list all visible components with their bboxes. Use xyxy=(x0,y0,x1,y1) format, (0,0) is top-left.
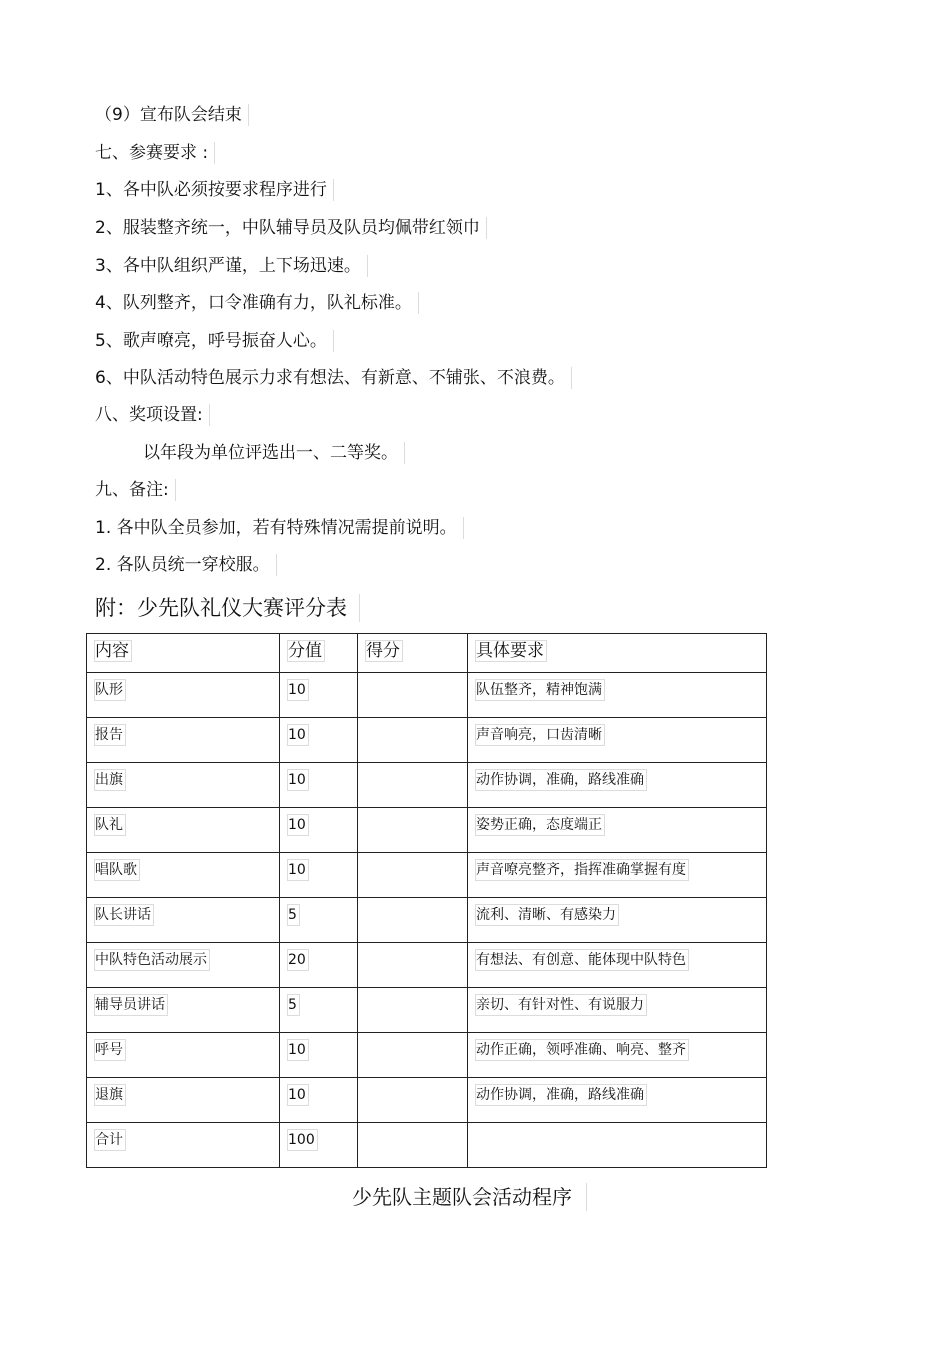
cell-score xyxy=(358,673,468,718)
cell-score xyxy=(358,1033,468,1078)
requirement-text: 亲切、有针对性、有说服力 xyxy=(475,994,647,1016)
cell-points xyxy=(280,718,358,763)
cell-item xyxy=(87,763,280,808)
cell-points xyxy=(280,853,358,898)
cell-requirement xyxy=(468,1123,767,1168)
header-cell-content xyxy=(87,634,280,673)
points-value: 10 xyxy=(287,679,309,701)
points-value: 20 xyxy=(287,949,309,971)
item-label: 队礼 xyxy=(94,814,126,836)
points-value: 10 xyxy=(287,769,309,791)
cell-requirement xyxy=(468,763,767,808)
header-cell-points xyxy=(280,634,358,673)
requirement-item-1: 1、各中队必须按要求程序进行 xyxy=(95,179,334,201)
cell-requirement xyxy=(468,673,767,718)
cell-score xyxy=(358,763,468,808)
note-item-2: 2. 各队员统一穿校服。 xyxy=(95,554,277,576)
table-header-row xyxy=(87,634,767,673)
requirement-text: 流利、清晰、有感染力 xyxy=(475,904,619,926)
cell-requirement xyxy=(468,808,767,853)
header-label-score: 得分 xyxy=(365,640,403,662)
cell-item xyxy=(87,943,280,988)
cell-score xyxy=(358,943,468,988)
requirement-text: 动作协调，准确，路线准确 xyxy=(475,769,647,791)
header-label-content: 内容 xyxy=(94,640,132,662)
table-row xyxy=(87,808,767,853)
cell-requirement xyxy=(468,853,767,898)
cell-points xyxy=(280,673,358,718)
table-row xyxy=(87,673,767,718)
cell-points xyxy=(280,943,358,988)
points-value: 10 xyxy=(287,859,309,881)
item-label: 呼号 xyxy=(94,1039,126,1061)
cell-score xyxy=(358,808,468,853)
total-label: 合计 xyxy=(94,1129,126,1151)
cell-requirement xyxy=(468,943,767,988)
points-value: 10 xyxy=(287,1039,309,1061)
requirement-text: 声音嘹亮整齐，指挥准确掌握有度 xyxy=(475,859,689,881)
cell-requirement xyxy=(468,1078,767,1123)
attachment-title: 附：少先队礼仪大赛评分表 xyxy=(95,594,360,622)
table-row xyxy=(87,898,767,943)
header-label-points: 分值 xyxy=(287,640,325,662)
cell-score xyxy=(358,988,468,1033)
cell-item xyxy=(87,808,280,853)
requirement-text: 动作协调，准确，路线准确 xyxy=(475,1084,647,1106)
item-label: 队形 xyxy=(94,679,126,701)
item-label: 出旗 xyxy=(94,769,126,791)
points-value: 5 xyxy=(287,904,300,926)
cell-item xyxy=(87,988,280,1033)
table-row xyxy=(87,853,767,898)
cell-total-label xyxy=(87,1123,280,1168)
points-value: 10 xyxy=(287,814,309,836)
requirement-item-4: 4、队列整齐，口令准确有力，队礼标准。 xyxy=(95,292,419,314)
cell-score xyxy=(358,1078,468,1123)
table-row xyxy=(87,763,767,808)
table-row xyxy=(87,988,767,1033)
requirement-text: 声音响亮，口齿清晰 xyxy=(475,724,605,746)
cell-points xyxy=(280,1078,358,1123)
cell-item xyxy=(87,1033,280,1078)
item-label: 中队特色活动展示 xyxy=(94,949,210,971)
points-value: 10 xyxy=(287,1084,309,1106)
points-value: 10 xyxy=(287,724,309,746)
cell-points xyxy=(280,808,358,853)
item-label: 报告 xyxy=(94,724,126,746)
table-row xyxy=(87,1033,767,1078)
cell-points xyxy=(280,988,358,1033)
cell-requirement xyxy=(468,718,767,763)
item-label: 唱队歌 xyxy=(94,859,140,881)
cell-item xyxy=(87,853,280,898)
heading-notes: 九、备注: xyxy=(95,479,176,501)
requirement-item-3: 3、各中队组织严谨，上下场迅速。 xyxy=(95,255,368,277)
requirement-text: 有想法、有创意、能体现中队特色 xyxy=(475,949,689,971)
cell-requirement xyxy=(468,988,767,1033)
cell-score xyxy=(358,718,468,763)
points-value: 5 xyxy=(287,994,300,1016)
cell-item xyxy=(87,898,280,943)
total-value: 100 xyxy=(287,1129,318,1151)
cell-points xyxy=(280,763,358,808)
requirement-text: 动作正确，领呼准确、响亮、整齐 xyxy=(475,1039,689,1061)
header-cell-requirements xyxy=(468,634,767,673)
item-label: 辅导员讲话 xyxy=(94,994,168,1016)
requirement-item-2: 2、服装整齐统一，中队辅导员及队员均佩带红领巾 xyxy=(95,217,487,239)
heading-requirements: 七、参赛要求 : xyxy=(95,142,215,164)
cell-total-points xyxy=(280,1123,358,1168)
table-total-row xyxy=(87,1123,767,1168)
header-label-requirements: 具体要求 xyxy=(475,640,547,662)
table-row xyxy=(87,1078,767,1123)
line-announce-end: （9）宣布队会结束 xyxy=(95,104,249,126)
requirement-text: 队伍整齐，精神饱满 xyxy=(475,679,605,701)
cell-points xyxy=(280,898,358,943)
cell-item xyxy=(87,1078,280,1123)
heading-awards: 八、奖项设置: xyxy=(95,404,210,426)
next-section-title: 少先队主题队会活动程序 xyxy=(352,1183,587,1211)
item-label: 队长讲话 xyxy=(94,904,154,926)
cell-score xyxy=(358,898,468,943)
requirement-item-6: 6、中队活动特色展示力求有想法、有新意、不铺张、不浪费。 xyxy=(95,367,572,389)
requirement-text: 姿势正确，态度端正 xyxy=(475,814,605,836)
header-cell-score xyxy=(358,634,468,673)
item-label: 退旗 xyxy=(94,1084,126,1106)
table-row xyxy=(87,718,767,763)
cell-item xyxy=(87,718,280,763)
cell-score xyxy=(358,1123,468,1168)
cell-item xyxy=(87,673,280,718)
table-row xyxy=(87,943,767,988)
awards-description: 以年段为单位评选出一、二等奖。 xyxy=(143,442,405,464)
note-item-1: 1. 各中队全员参加，若有特殊情况需提前说明。 xyxy=(95,517,464,539)
requirement-item-5: 5、歌声嘹亮，呼号振奋人心。 xyxy=(95,330,334,352)
cell-requirement xyxy=(468,898,767,943)
score-table xyxy=(86,633,767,1168)
cell-score xyxy=(358,853,468,898)
cell-points xyxy=(280,1033,358,1078)
cell-requirement xyxy=(468,1033,767,1078)
